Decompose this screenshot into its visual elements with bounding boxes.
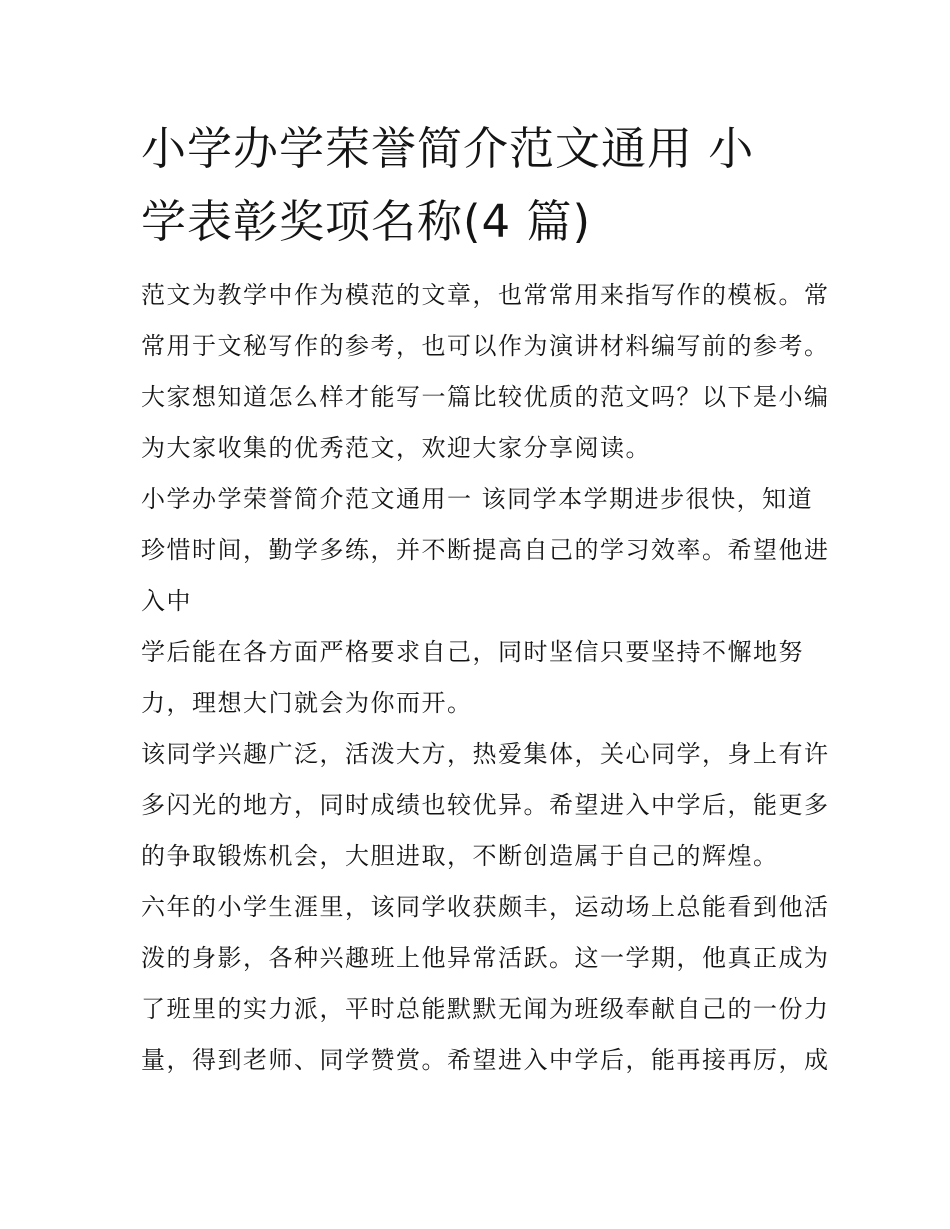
text-line: 小学办学荣誉简介范文通用一 该同学本学期进步很快，知道 xyxy=(141,485,814,513)
text-line: 入中 xyxy=(141,587,192,615)
text-line: 六年的小学生涯里，该同学收获颇丰，运动场上总能看到他活 xyxy=(141,893,830,921)
text-line: 该同学兴趣广泛，活泼大方，热爱集体，关心同学，身上有许 xyxy=(141,740,830,768)
text-line: 大家想知道怎么样才能写一篇比较优质的范文吗？以下是小编 xyxy=(141,383,830,411)
text-line: 范文为教学中作为模范的文章，也常常用来指写作的模板。常 xyxy=(141,281,830,309)
paragraph-sample-3 xyxy=(141,882,830,1086)
title-line-2: 学表彰奖项名称(4 篇) xyxy=(141,195,592,248)
text-line: 的争取锻炼机会，大胆进取，不断创造属于自己的辉煌。 xyxy=(141,842,779,870)
text-line: 学后能在各方面严格要求自己，同时坚信只要坚持不懈地努 xyxy=(141,638,804,666)
paragraph-sample-1-cont xyxy=(141,627,813,729)
text-line: 泼的身影，各种兴趣班上他异常活跃。这一学期，他真正成为 xyxy=(141,944,830,972)
text-line: 为大家收集的优秀范文，欢迎大家分享阅读。 xyxy=(141,434,651,462)
text-line: 力，理想大门就会为你而开。 xyxy=(141,689,473,717)
document-body xyxy=(141,270,830,1086)
paragraph-sample-2 xyxy=(141,729,830,882)
document-title xyxy=(141,112,813,258)
text-line: 了班里的实力派，平时总能默默无闻为班级奉献自己的一份力 xyxy=(141,995,830,1023)
text-line: 常用于文秘写作的参考，也可以作为演讲材料编写前的参考。 xyxy=(141,332,830,360)
paragraph-intro xyxy=(141,270,830,474)
text-line: 多闪光的地方，同时成绩也较优异。希望进入中学后，能更多 xyxy=(141,791,830,819)
text-line: 量，得到老师、同学赞赏。希望进入中学后，能再接再厉，成 xyxy=(141,1046,830,1074)
title-line-1: 小学办学荣誉简介范文通用 小 xyxy=(141,122,755,175)
paragraph-sample-1 xyxy=(141,474,830,627)
document-page xyxy=(141,112,830,1086)
text-line: 珍惜时间，勤学多练，并不断提高自己的学习效率。希望他进 xyxy=(141,536,830,564)
